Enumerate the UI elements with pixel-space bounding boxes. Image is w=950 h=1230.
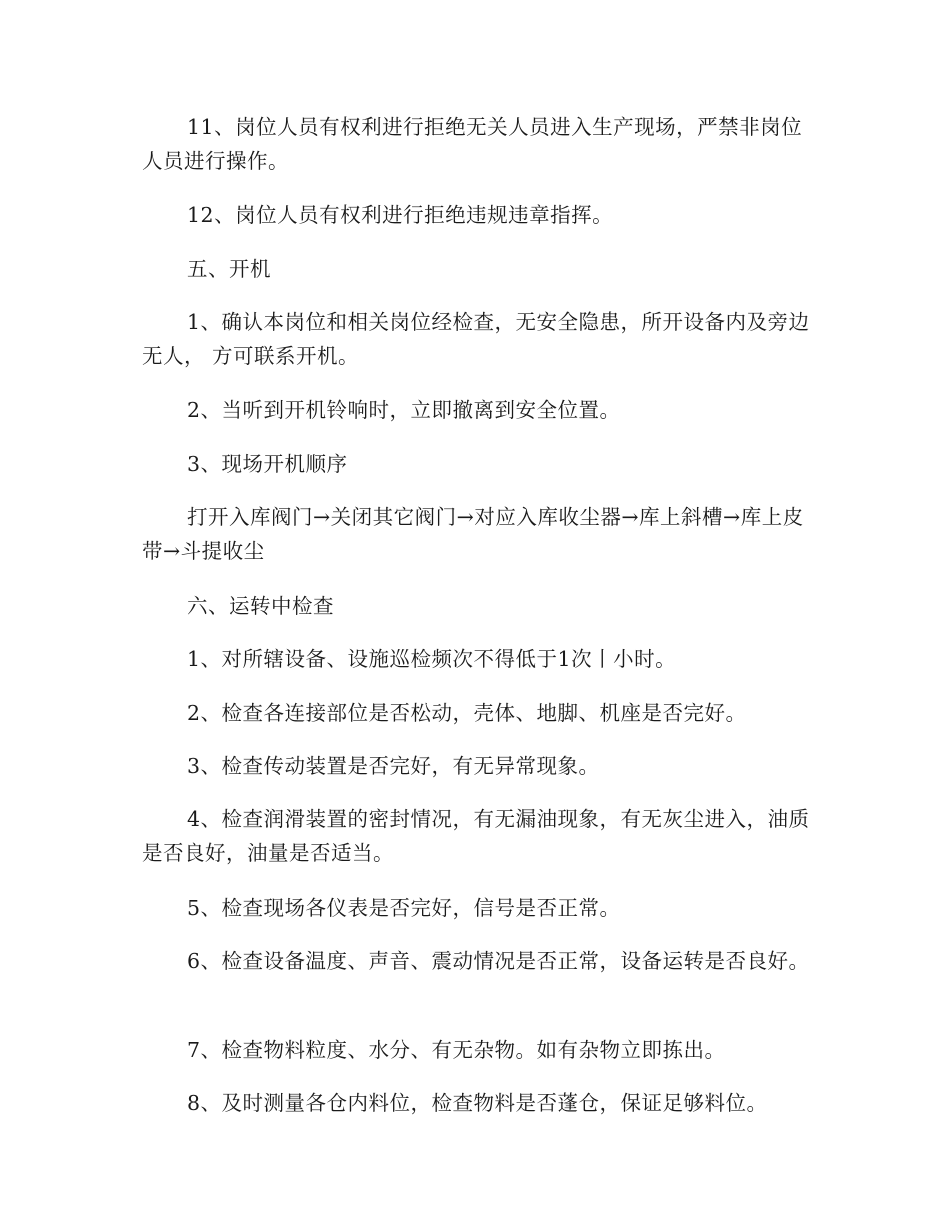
paragraph-startup-1: 1、确认本岗位和相关岗位经检查，无安全隐患，所开设备内及旁边无人， 方可联系开机。 — [142, 310, 810, 368]
paragraph-startup-3: 3、现场开机顺序 — [187, 452, 348, 476]
paragraph-startup-2: 2、当听到开机铃响时，立即撤离到安全位置。 — [187, 398, 621, 422]
paragraph-check-3: 3、检查传动装置是否完好，有无异常现象。 — [187, 754, 600, 778]
startup-sequence: 打开入库阀门→关闭其它阀门→对应入库收尘器→库上斜槽→库上皮带→斗提收尘 — [142, 505, 804, 563]
paragraph-check-6: 6、检查设备温度、声音、震动情况是否正常，设备运转是否良好。 — [187, 949, 810, 973]
section-heading-running-check: 六、运转中检查 — [187, 594, 334, 618]
paragraph-item-12: 12、岗位人员有权利进行拒绝违规违章指挥。 — [187, 203, 614, 227]
paragraph-check-8: 8、及时测量各仓内料位，检查物料是否蓬仓，保证足够料位。 — [187, 1091, 768, 1115]
paragraph-check-5: 5、检查现场各仪表是否完好，信号是否正常。 — [187, 896, 621, 920]
paragraph-check-7: 7、检查物料粒度、水分、有无杂物。如有杂物立即拣出。 — [187, 1038, 726, 1062]
paragraph-check-2: 2、检查各连接部位是否松动，壳体、地脚、机座是否完好。 — [187, 701, 747, 725]
paragraph-check-4: 4、检查润滑装置的密封情况，有无漏油现象，有无灰尘进入，油质是否良好，油量是否适当。 — [142, 807, 810, 865]
paragraph-item-11: 11、岗位人员有权利进行拒绝无关人员进入生产现场，严禁非岗位人员进行操作。 — [142, 115, 803, 173]
paragraph-check-1: 1、对所辖设备、设施巡检频次不得低于1次丨小时。 — [187, 647, 677, 671]
section-heading-startup: 五、开机 — [187, 257, 271, 281]
